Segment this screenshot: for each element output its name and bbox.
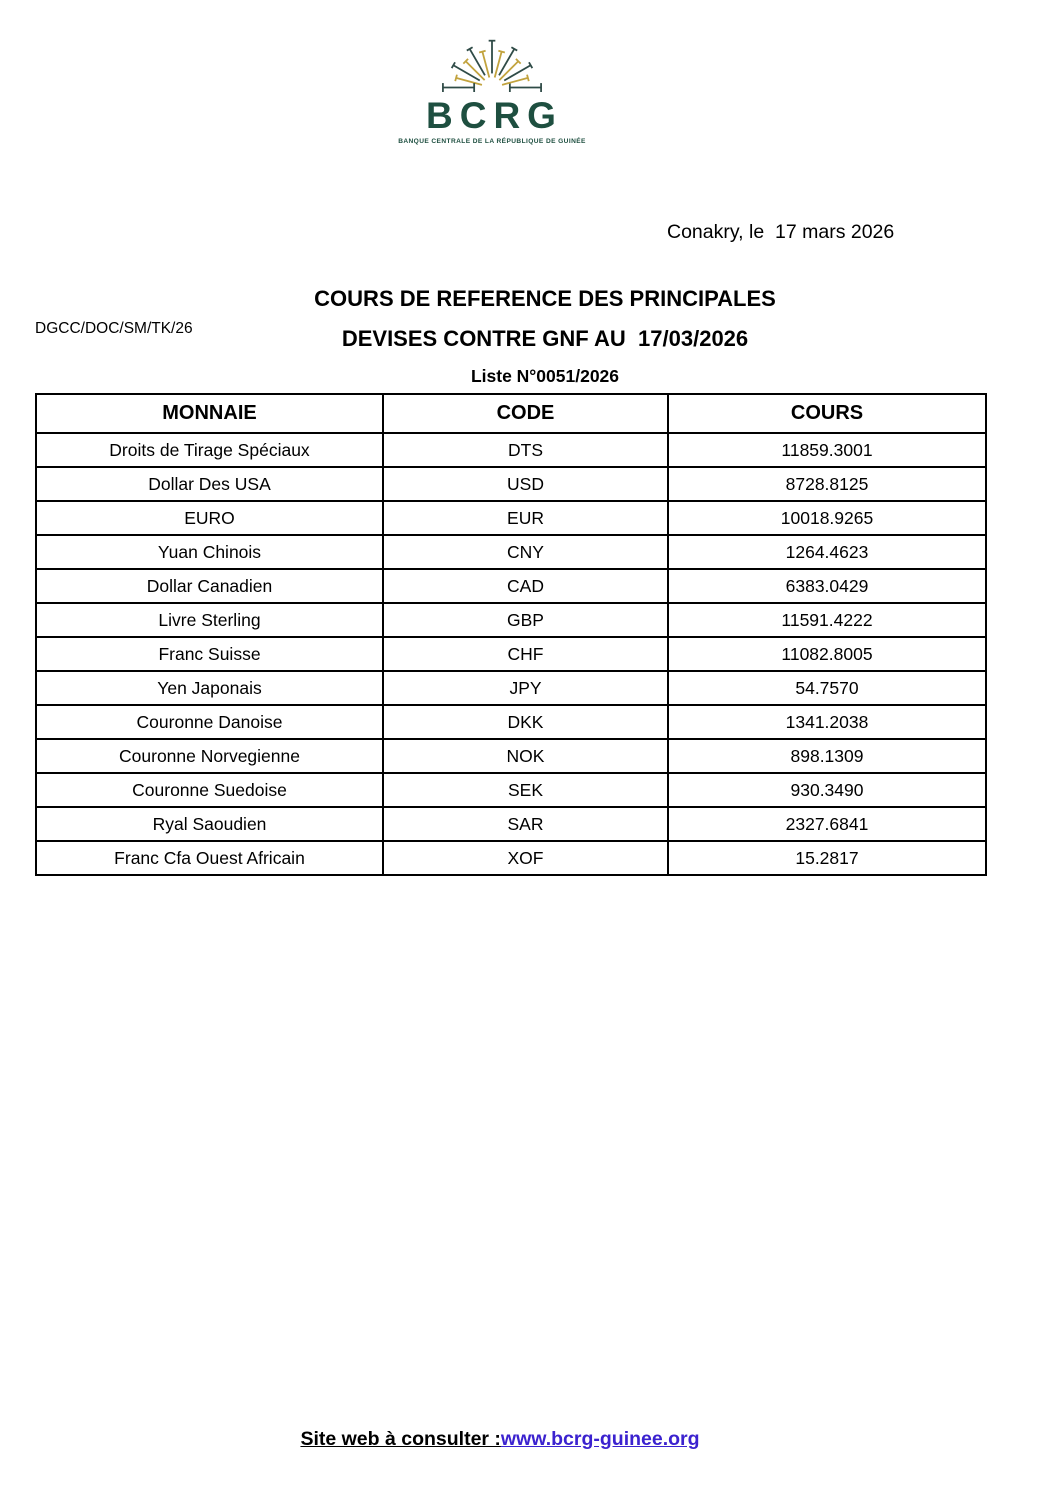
currency-code-cell: EUR <box>383 501 668 535</box>
currency-name-cell: Yen Japonais <box>36 671 383 705</box>
table-row <box>36 705 986 739</box>
bcrg-sunburst-logo <box>398 34 586 145</box>
currency-name-cell: Ryal Saoudien <box>36 807 383 841</box>
currency-code-cell: CNY <box>383 535 668 569</box>
table-body <box>36 433 986 875</box>
currency-rate-cell: 1264.4623 <box>668 535 986 569</box>
table-row <box>36 739 986 773</box>
column-header-cours: COURS <box>668 394 986 433</box>
table-row <box>36 841 986 875</box>
currency-code-cell: GBP <box>383 603 668 637</box>
column-header-code: CODE <box>383 394 668 433</box>
currency-rate-cell: 1341.2038 <box>668 705 986 739</box>
logo-caption: BANQUE CENTRALE DE LA RÉPUBLIQUE DE GUINÉE <box>398 138 586 145</box>
table-row <box>36 433 986 467</box>
currency-rate-cell: 10018.9265 <box>668 501 986 535</box>
title-block <box>16 286 1058 387</box>
currency-rate-cell: 15.2817 <box>668 841 986 875</box>
table-row <box>36 501 986 535</box>
currency-code-cell: CHF <box>383 637 668 671</box>
currency-name-cell: Couronne Danoise <box>36 705 383 739</box>
currency-name-cell: Droits de Tirage Spéciaux <box>36 433 383 467</box>
currency-rate-cell: 2327.6841 <box>668 807 986 841</box>
currency-name-cell: Dollar Des USA <box>36 467 383 501</box>
title-line-1: COURS DE REFERENCE DES PRINCIPALES <box>314 286 776 311</box>
website-label: Site web à consulter : <box>300 1428 501 1450</box>
currency-rate-cell: 54.7570 <box>668 671 986 705</box>
currency-code-cell: SAR <box>383 807 668 841</box>
currency-name-cell: EURO <box>36 501 383 535</box>
table-row <box>36 637 986 671</box>
table-row <box>36 603 986 637</box>
website-link[interactable]: www.bcrg-guinee.org <box>500 1428 700 1450</box>
currency-rate-cell: 11591.4222 <box>668 603 986 637</box>
currency-name-cell: Franc Cfa Ouest Africain <box>36 841 383 875</box>
currency-code-cell: USD <box>383 467 668 501</box>
currency-code-cell: XOF <box>383 841 668 875</box>
table-row <box>36 467 986 501</box>
footer <box>0 1428 1000 1451</box>
logo-text: BCRG <box>426 95 563 136</box>
table-row <box>36 535 986 569</box>
currency-rate-cell: 898.1309 <box>668 739 986 773</box>
currency-name-cell: Dollar Canadien <box>36 569 383 603</box>
currency-code-cell: NOK <box>383 739 668 773</box>
currency-name-cell: Couronne Norvegienne <box>36 739 383 773</box>
table-row <box>36 671 986 705</box>
currency-rate-cell: 8728.8125 <box>668 467 986 501</box>
table-row <box>36 569 986 603</box>
reference-code: DGCC/DOC/SM/TK/26 <box>35 320 193 337</box>
currency-rate-cell: 930.3490 <box>668 773 986 807</box>
currency-rate-cell: 11859.3001 <box>668 433 986 467</box>
title-line-2: DEVISES CONTRE GNF AU 17/03/2026 <box>341 326 749 351</box>
list-number: Liste N°0051/2026 <box>470 366 620 386</box>
exchange-rates-table <box>35 393 987 876</box>
table-header-row <box>36 394 986 433</box>
currency-name-cell: Yuan Chinois <box>36 535 383 569</box>
sunburst-rays-icon <box>433 34 551 92</box>
place-date: Conakry, le 17 mars 2026 <box>667 221 895 243</box>
currency-name-cell: Livre Sterling <box>36 603 383 637</box>
table-row <box>36 773 986 807</box>
currency-rate-cell: 6383.0429 <box>668 569 986 603</box>
column-header-monnaie: MONNAIE <box>36 394 383 433</box>
table-row <box>36 807 986 841</box>
currency-name-cell: Couronne Suedoise <box>36 773 383 807</box>
currency-code-cell: DKK <box>383 705 668 739</box>
currency-code-cell: SEK <box>383 773 668 807</box>
currency-code-cell: DTS <box>383 433 668 467</box>
currency-rate-cell: 11082.8005 <box>668 637 986 671</box>
currency-code-cell: CAD <box>383 569 668 603</box>
currency-code-cell: JPY <box>383 671 668 705</box>
currency-name-cell: Franc Suisse <box>36 637 383 671</box>
